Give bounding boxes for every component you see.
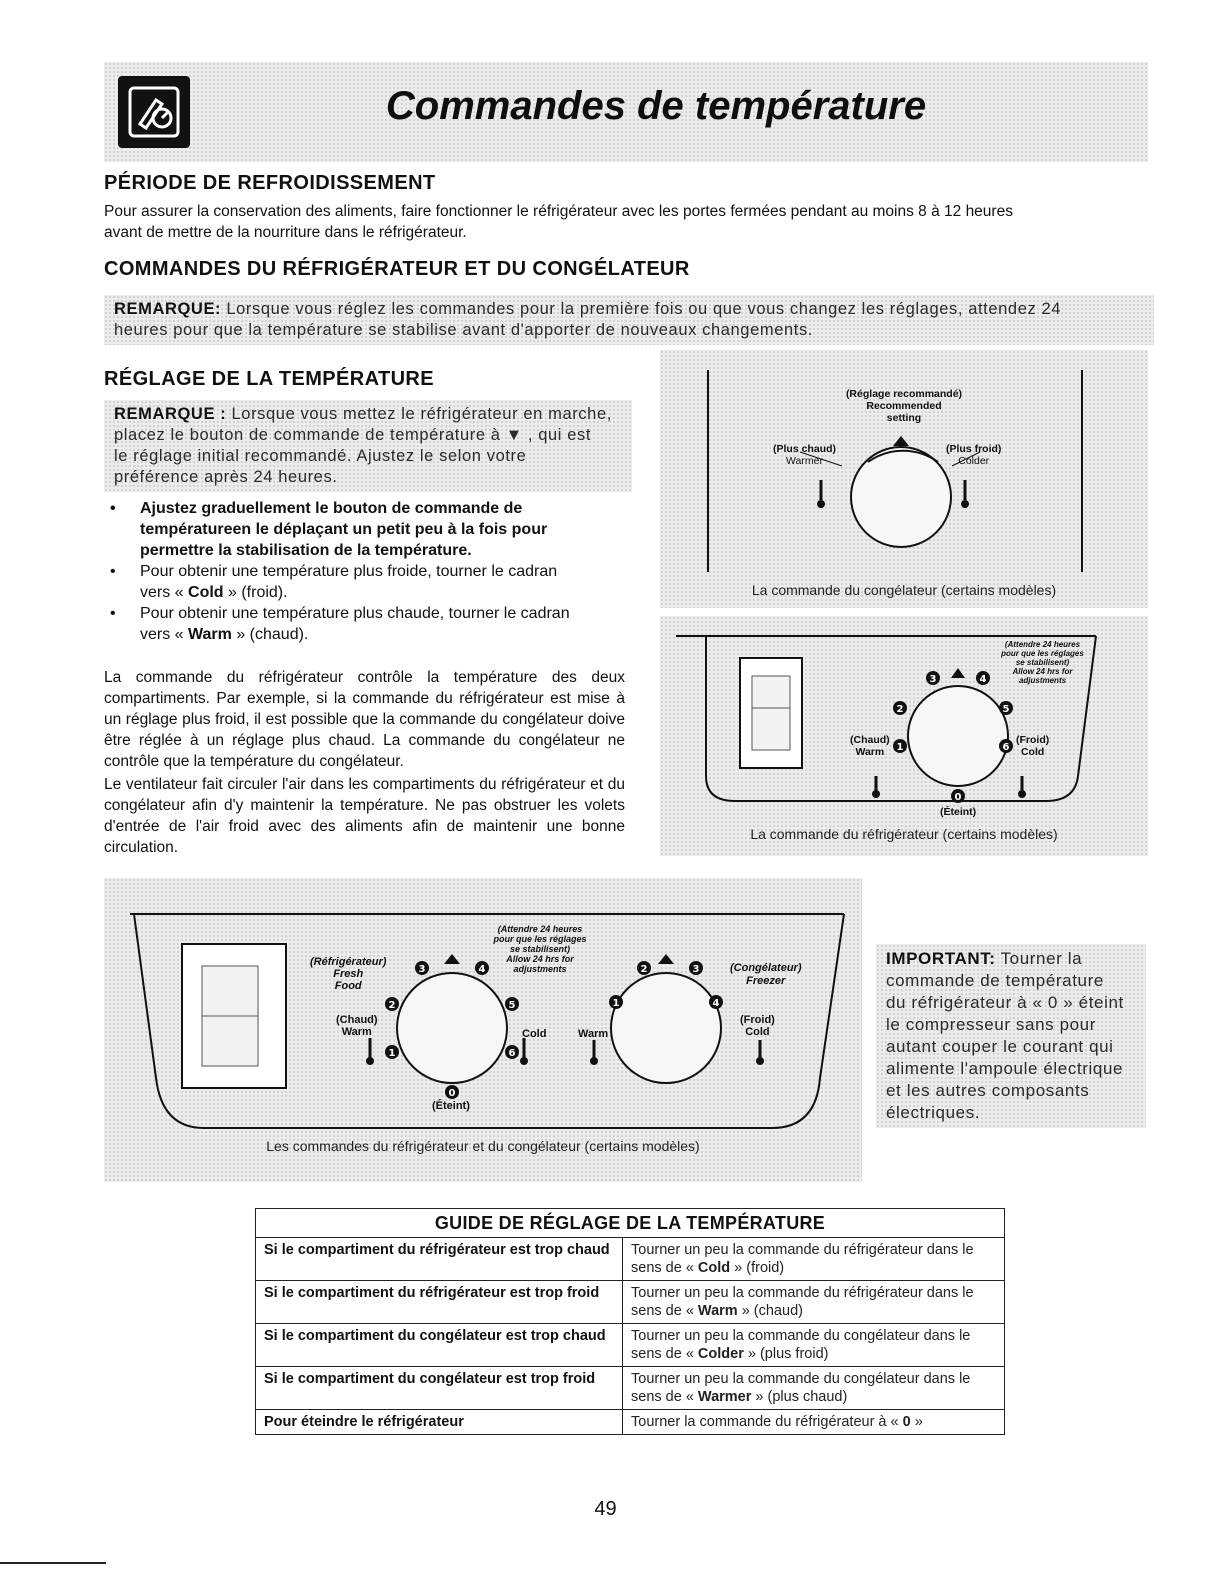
fridge-cold-label xyxy=(1016,734,1049,758)
combined-wait-label xyxy=(490,924,590,974)
guide-action-bold: 0 xyxy=(902,1414,911,1430)
guide-action-pre: Tourner un peu la commande du congélateur dans le sens de « xyxy=(631,1328,971,1362)
setting-note-line-4: préférence après 24 heures. xyxy=(114,468,338,486)
guide-action-post: » (plus chaud) xyxy=(751,1389,848,1405)
setting-note xyxy=(104,400,632,492)
combined-freezer-fr: (Congélateur) xyxy=(730,962,802,974)
fridge-wait-fr-2: pour que les réglages xyxy=(1001,649,1084,658)
controls-heading: COMMANDES DU RÉFRIGÉRATEUR ET DU CONGÉLATEUR xyxy=(104,258,690,280)
combined-wait-fr-1: (Attendre 24 heures xyxy=(497,924,583,934)
combined-wait-fr-2: pour que les réglages xyxy=(493,934,587,944)
combined-fridge-en-2: Food xyxy=(334,980,362,992)
dial-number: 2 xyxy=(896,704,904,715)
setting-heading: RÉGLAGE DE LA TEMPÉRATURE xyxy=(104,368,435,390)
guide-condition: Si le compartiment du congélateur est trop froid xyxy=(256,1367,623,1410)
cooling-line-2: avant de mettre de la nourriture dans le réfrigérateur. xyxy=(104,224,467,241)
fridge-cold-fr: (Froid) xyxy=(1016,734,1050,746)
table-row xyxy=(256,1281,1005,1324)
guide-action-pre: Tourner un peu la commande du réfrigérateur dans le sens de « xyxy=(631,1285,974,1319)
combined-cold-fr: (Froid) xyxy=(740,1014,775,1026)
bullet-1-line-2: températureen le déplaçant un petit peu à la fois pour xyxy=(140,521,548,538)
combined-figure-panel xyxy=(104,878,862,1182)
guide-action xyxy=(623,1410,1005,1435)
bullet-3-line-1: Pour obtenir une température plus chaude, tourner le cadran xyxy=(140,605,570,622)
guide-action-post: » (chaud) xyxy=(737,1303,803,1319)
controls-note-line-1: Lorsque vous réglez les commandes pour la première fois ou que vous changez les réglages, attendez 24 xyxy=(221,300,1062,318)
important-label: IMPORTANT: xyxy=(886,949,996,968)
guide-action xyxy=(623,1324,1005,1367)
dial-number: 1 xyxy=(612,998,620,1009)
combined-freezer-en: Freezer xyxy=(746,975,786,987)
cooling-text xyxy=(104,201,1154,243)
fridge-wait-en-2: adjustments xyxy=(1018,676,1067,685)
recommended-label-fr: (Réglage recommandé) xyxy=(845,388,963,400)
guide-condition: Pour éteindre le réfrigérateur xyxy=(256,1410,623,1435)
guide-condition: Si le compartiment du réfrigérateur est trop froid xyxy=(256,1281,623,1324)
dial-number: 5 xyxy=(508,1000,516,1011)
dial-number: 3 xyxy=(929,674,937,685)
setting-note-line-1: Lorsque vous mettez le réfrigérateur en marche, xyxy=(226,405,612,423)
bullet-3-bold: Warm xyxy=(188,626,232,643)
cooling-heading: PÉRIODE DE REFROIDISSEMENT xyxy=(104,172,436,194)
guide-header-row xyxy=(256,1209,1005,1238)
combined-freezer-label xyxy=(730,962,802,988)
freezer-control-figure xyxy=(660,350,1148,608)
important-line-7: et les autres composants xyxy=(886,1081,1090,1100)
bullet-3-post: » (chaud). xyxy=(231,626,309,643)
important-line-3: du réfrigérateur à « 0 » éteint xyxy=(886,993,1124,1012)
guide-action-bold: Warm xyxy=(697,1303,738,1319)
setting-note-label: REMARQUE : xyxy=(114,405,227,423)
combined-warm-label xyxy=(336,1014,378,1038)
dial-number: 6 xyxy=(508,1048,516,1059)
combined-warm-fr: (Chaud) xyxy=(336,1014,378,1026)
controls-note xyxy=(104,295,1154,345)
bullet-3-pre: vers « xyxy=(140,626,189,643)
dial-number: 5 xyxy=(1002,704,1010,715)
bullet-2-pre: vers « xyxy=(140,584,189,601)
fridge-warm-label xyxy=(850,734,890,758)
guide-action xyxy=(623,1238,1005,1281)
combined-fridge-label xyxy=(310,956,386,992)
fridge-cold-en: Cold xyxy=(1020,746,1045,758)
dial-number: 3 xyxy=(692,964,700,975)
important-line-1: Tourner la xyxy=(995,949,1083,968)
table-row xyxy=(256,1324,1005,1367)
bullet-1-line-3: permettre la stabilisation de la température. xyxy=(140,542,472,559)
setting-paragraph-2: Le ventilateur fait circuler l'air dans les compartiments du réfrigérateur et du congélateur afin d'y maintenir la température. Ne pas obstruer les volets d'entrée de l'air froid avec des aliments afin de maintenir une bonne circulation. xyxy=(104,776,625,856)
warmer-label xyxy=(773,443,836,467)
setting-paragraph-1: La commande du réfrigérateur contrôle la température des deux compartiments. Par exemple, si la commande du réfrigérateur est mise à un réglage plus froid, il est possible que la commande du congélateur doive être réglée à un réglage plus chaud. La commande du congélateur ne contrôle que la température du congélateur. xyxy=(104,669,625,770)
combined-cold-label xyxy=(740,1014,775,1038)
colder-label-en: Colder xyxy=(958,455,990,467)
bullet-1-line-1: Ajustez graduellement le bouton de commande de xyxy=(140,500,523,517)
guide-action-bold: Colder xyxy=(697,1346,744,1362)
dial-number: 1 xyxy=(388,1048,396,1059)
important-line-8: électriques. xyxy=(886,1103,981,1122)
guide-action xyxy=(623,1281,1005,1324)
guide-title: GUIDE DE RÉGLAGE DE LA TEMPÉRATURE xyxy=(256,1209,1005,1238)
combined-cold-en: Cold xyxy=(745,1026,770,1038)
controls-note-label: REMARQUE: xyxy=(114,300,222,318)
fridge-wait-fr-3: se stabilisent) xyxy=(1015,658,1070,667)
combined-wait-en-1: Allow 24 hrs for xyxy=(506,954,574,964)
setting-note-line-3: le réglage initial recommandé. Ajustez le selon votre xyxy=(114,447,527,465)
table-row xyxy=(256,1238,1005,1281)
dial-number: 4 xyxy=(478,964,486,975)
bullet-item xyxy=(104,603,634,645)
combined-fridge-en-1: Fresh xyxy=(333,968,364,980)
dial-number: 4 xyxy=(979,674,987,685)
important-line-6: alimente l'ampoule électrique xyxy=(886,1059,1124,1078)
recommended-label-en-1: Recommended xyxy=(866,400,942,412)
fridge-off-label: (Éteint) xyxy=(940,806,977,818)
fridge-warm-en: Warm xyxy=(855,746,885,758)
guide-action-post: » (plus froid) xyxy=(743,1346,829,1362)
important-line-4: le compresseur sans pour xyxy=(886,1015,1096,1034)
guide-action-pre: Tourner la commande du réfrigérateur à « xyxy=(631,1414,903,1430)
combined-fridge-fr: (Réfrigérateur) xyxy=(310,956,387,968)
guide-action-bold: Warmer xyxy=(697,1389,752,1405)
page-title: Commandes de température xyxy=(385,84,927,128)
setting-note-line-2: placez le bouton de commande de température à ▼ , qui est xyxy=(114,426,592,444)
guide-action-pre: Tourner un peu la commande du réfrigérateur dans le sens de « xyxy=(631,1242,974,1276)
guide-action-bold: Cold xyxy=(697,1260,731,1276)
combined-mid-warm: Warm xyxy=(578,1028,609,1040)
dial-number: 2 xyxy=(388,1000,396,1011)
important-note xyxy=(876,944,1146,1128)
colder-label xyxy=(946,443,1001,467)
guide-condition: Si le compartiment du réfrigérateur est trop chaud xyxy=(256,1238,623,1281)
guide-action-post: » xyxy=(910,1414,923,1430)
combined-warm-en: Warm xyxy=(341,1026,372,1038)
dial-number: 4 xyxy=(712,998,720,1009)
warmer-label-fr: (Plus chaud) xyxy=(773,443,837,455)
bullet-item xyxy=(104,561,634,603)
combined-mid-cold: Cold xyxy=(522,1028,547,1040)
dial-number: 1 xyxy=(896,742,904,753)
guide-action-post: » (froid) xyxy=(730,1260,785,1276)
dial-number: 0 xyxy=(448,1088,456,1099)
fridge-control-figure xyxy=(660,616,1148,856)
fridge-wait-label xyxy=(995,640,1090,685)
cooling-line-1: Pour assurer la conservation des aliments, faire fonctionner le réfrigérateur avec les portes fermées pendant au moins 8 à 12 heures xyxy=(104,203,1013,220)
freezer-figure-caption: La commande du congélateur (certains modèles) xyxy=(751,582,1057,598)
recommended-label xyxy=(660,388,1148,424)
page-number: 49 xyxy=(594,1498,617,1520)
combined-figure-caption: Les commandes du réfrigérateur et du congélateur (certains modèles) xyxy=(266,1138,700,1154)
dial-number: 6 xyxy=(1002,742,1010,753)
fridge-warm-fr: (Chaud) xyxy=(850,734,890,746)
fridge-figure-caption: La commande du réfrigérateur (certains modèles) xyxy=(750,826,1058,842)
header-banner xyxy=(104,62,1148,162)
warmer-label-en: Warmer xyxy=(786,455,823,467)
combined-off-label: (Éteint) xyxy=(432,1100,470,1112)
recommended-label-en-2: setting xyxy=(886,412,922,424)
colder-label-fr: (Plus froid) xyxy=(946,443,1002,455)
combined-wait-fr-3: se stabilisent) xyxy=(509,944,571,954)
bullet-2-bold: Cold xyxy=(188,584,224,601)
table-row xyxy=(256,1367,1005,1410)
fridge-wait-fr-1: (Attendre 24 heures xyxy=(1004,640,1081,649)
bullet-item xyxy=(104,498,634,561)
footer-rule xyxy=(0,1562,106,1564)
temperature-guide-table xyxy=(255,1208,1005,1435)
guide-condition: Si le compartiment du congélateur est trop chaud xyxy=(256,1324,623,1367)
bullet-2-post: » (froid). xyxy=(223,584,288,601)
controls-note-line-2: heures pour que la température se stabilise avant d'apporter de nouveaux changements. xyxy=(114,321,813,339)
dial-number: 3 xyxy=(418,964,426,975)
guide-action-pre: Tourner un peu la commande du congélateur dans le sens de « xyxy=(631,1371,971,1405)
table-row xyxy=(256,1410,1005,1435)
dial-number: 0 xyxy=(954,792,962,803)
setting-bullets xyxy=(104,498,634,645)
dial-number: 2 xyxy=(640,964,648,975)
guide-action xyxy=(623,1367,1005,1410)
bullet-2-line-1: Pour obtenir une température plus froide, tourner le cadran xyxy=(140,563,558,580)
combined-wait-en-2: adjustments xyxy=(513,964,567,974)
important-line-2: commande de température xyxy=(886,971,1104,990)
important-line-5: autant couper le courant qui xyxy=(886,1037,1114,1056)
fridge-wait-en-1: Allow 24 hrs for xyxy=(1012,667,1073,676)
